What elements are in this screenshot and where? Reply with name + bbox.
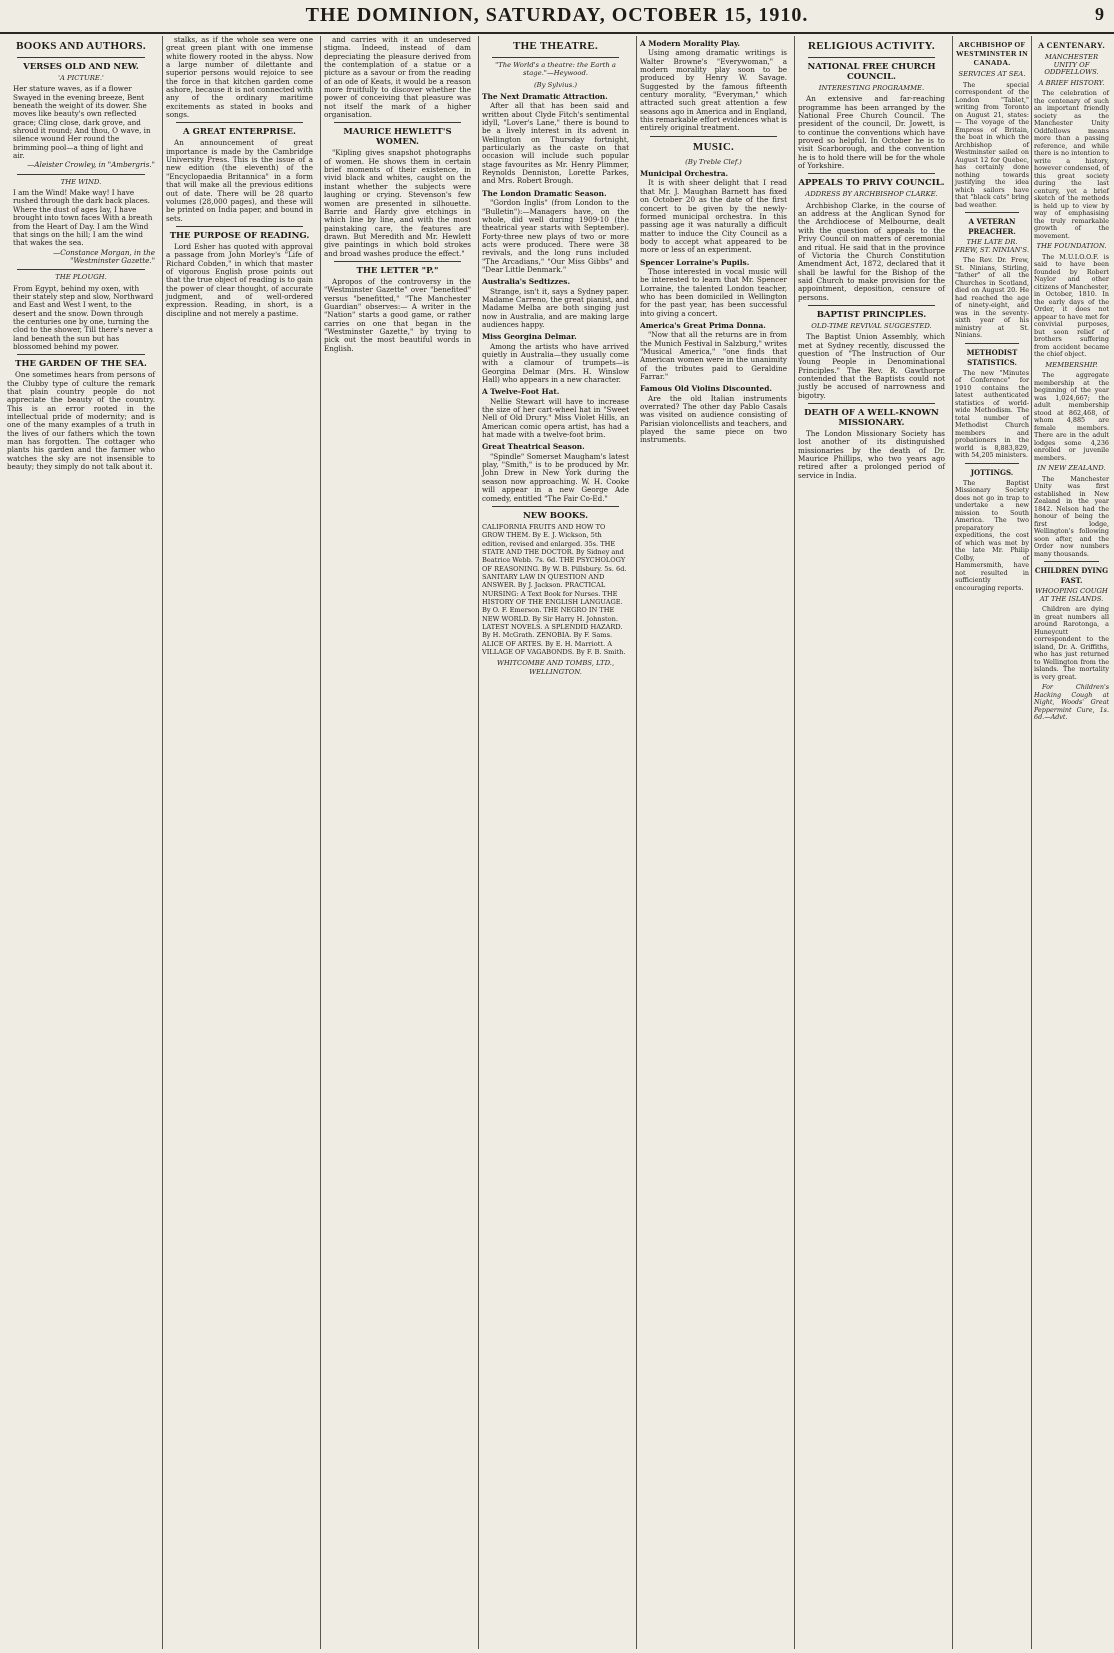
subheading-spencer-lorraine: Spencer Lorraine's Pupils.	[640, 257, 750, 267]
page-number: 9	[1095, 4, 1104, 24]
article-heading-hewlett: MAURICE HEWLETT'S WOMEN.	[343, 127, 452, 148]
body-georgina-delmar: Among the artists who have arrived quietly in Australia—they usually come with a clamour of trumpets—is Georgina Delmar (Mrs. H. Winslow Hall) who appears in a new character.	[482, 341, 629, 385]
new-books-heading: NEW BOOKS.	[522, 510, 589, 521]
article-subheading-baptist: OLD-TIME REVIVAL SUGGESTED.	[811, 321, 932, 330]
masthead	[0, 0, 1114, 34]
body-london-season: "Gordon Inglis" (from London to the "Bulletin"):—Managers have, on the whole, did well during 1909-10 (the theatrical year starts with September). Forty-three new plays of two or more acts were produced. There were 38 revivals, and the long runs included "The Arcadians," "Our Miss Gibbs" and "Dear Little Denmark."	[482, 198, 629, 274]
subheading-whooping-cough: WHOOPING COUGH AT THE ISLANDS.	[1035, 587, 1108, 603]
subheading-old-violins: Famous Old Violins Discounted.	[640, 384, 772, 394]
body-foundation: The M.U.I.O.O.F. is said to have been founded by Robert Naylor and other citizens of Manchester, in October, 1810. In the early days of the Order, it does not appear to have met for convivial purposes, but soon relief of brothers suffering from accident became the chief object.	[1034, 252, 1110, 358]
body-children-dying: Children are dying in great numbers all around Rarotonga, a Huneycutt correspondent to the island, Dr. A. Griffiths, who has just returned to Wellington from the islands. The mortality is very great.	[1034, 605, 1109, 681]
poem-plough: From Egypt, behind my oxen, with their stately step and slow, Northward and East and West I went, to the desert and the snow. Down through the centuries one by one, turning the clod to the shower, Till there's never a land beneath the sun but has blossomed behind my power.	[13, 283, 154, 351]
column-religious-activity	[794, 36, 948, 1649]
article-body-reading: Lord Esher has quoted with approval a passage from John Morley's "Life of Richard Cobden," in which that master of vigorous English prose points out that the true object of reading is to gain the power of clear thought, of accurate judgment, and of well-ordered expression. Reading, in short, is a discipline and not merely a pastime.	[166, 241, 313, 318]
body-sedtizzes: Strange, isn't it, says a Sydney paper. Madame Carreno, the great pianist, and Madame Melba are both singing just now in Australia, and are making large audiences happy.	[482, 286, 629, 329]
article-heading-free-church: NATIONAL FREE CHURCH COUNCIL.	[807, 62, 936, 82]
divider	[492, 506, 619, 507]
subheading-dr-frew: THE LATE DR. FREW, ST. NINIAN'S.	[955, 238, 1029, 254]
body-morality-play: Using among dramatic writings is Walter Browne's "Everywoman," a modern morality play soon to be produced by Henry W. Savage. Suggested by the famous fifteenth century morality, "Everyman," which attracted such great attention a few seasons ago in America and in England, this remarkable effort evidences what is entirely original treatment.	[640, 48, 787, 133]
poem-attribution: —Aleister Crowley, in "Ambergris."	[27, 160, 155, 170]
divider	[334, 122, 461, 123]
section-heading-books: BOOKS AND AUTHORS.	[16, 40, 146, 52]
subheading-london-season: The London Dramatic Season.	[482, 188, 607, 198]
divider	[650, 136, 777, 137]
divider	[17, 174, 145, 175]
article-body-baptist: The Baptist Union Assembly, which met at Sydney recently, discussed the question of "The Instruction of Our Young People in Denominational Principles." The Rev. R. Gawthorpe contended that the Baptists could not justly be accused of narrowness and bigotry.	[798, 332, 945, 400]
body-next-attraction: After all that has been said and written about Clyde Fitch's sentimental idyll, "Lover's Lane," there is bound to be a lively interest in its advent in Wellington on Thursday fortnight, particularly as the caste on that occasion will include such popular stage favourites as Mr. Henry Plimmer, Reynolds Denniston, Lorette Parkes, and Mrs. Robert Brough.	[482, 101, 629, 186]
heading-children-dying: CHILDREN DYING FAST.	[1034, 566, 1109, 585]
theatre-byline: (By Sylvius.)	[533, 80, 577, 89]
article-body-continued: stalks, as if the whole sea were one great green plant with one immense white flowery rooted in the abyss. Now a large number of dilettante and superior persons would rejoice to see the force in that kitchen garden come ashore, because it is not connected with any of the ordinary maritime excitements as stated in books and songs.	[166, 36, 313, 120]
subheading-membership: MEMBERSHIP.	[1045, 360, 1098, 369]
article-heading-letter-p: THE LETTER "P."	[356, 265, 439, 276]
article-heading-enterprise: A GREAT ENTERPRISE.	[183, 127, 296, 138]
article-body-privy-council: Archbishop Clarke, in the course of an address at the Anglican Synod for the Archdiocese of Melbourne, dealt with the question of appeals to the Privy Council on matters of ceremonial and ritual. He said that in the province of Victoria the Church Constitution Amendment Act, 1872, declared that it shall be lawful for the Bishop of the said Church to make provision for the appointment, deposition, censure of persons.	[798, 200, 945, 302]
poem-wind: I am the Wind! Make way! I have rushed through the dark back places. Where the dust of ages lay, I have brought into town faces With a breath from the Heart of Day. I am the Wind that sings on the hill; I am the wind that wakes the sea.	[13, 188, 153, 248]
body-brief-history: The celebration of the centenary of such an important friendly society as the Manchester Unity Oddfellows means more than a passing reference, and while there is no intention to write a history, however condensed, of this great society during the last century, yet a brief sketch of the methods is held up to view by way of emphasising the truly remarkable growth of the movement.	[1034, 89, 1109, 240]
subheading-sedtizzes: Australia's Sedtizzes.	[482, 277, 571, 287]
subheading-services-at-sea: SERVICES AT SEA.	[958, 70, 1026, 78]
heading-veteran-preacher: A VETERAN PREACHER.	[968, 217, 1016, 236]
columns	[4, 36, 1110, 1649]
subheading-municipal-orchestra: Municipal Orchestra.	[640, 169, 729, 179]
article-body-enterprise: An announcement of great importance is made by the Cambridge University Press. This is the issue of a new edition (the eleventh) of the "Encyclopaedia Britannica" in a form that will make all the previous editions out of date. There will be 28 quarto volumes (28,000 pages), and these will be printed on India paper, and bound in sets.	[166, 138, 313, 223]
article-heading-baptist: BAPTIST PRINCIPLES.	[816, 309, 927, 320]
divider	[965, 212, 1019, 213]
body-methodist-statistics: The new "Minutes of Conference" for 1910 contains the latest authenticated statistics of world-wide Methodism. The total number of Methodist Church members and probationers in the world is 8,883,829, with 54,205 ministers.	[955, 368, 1029, 459]
subcolumn-centenary	[1032, 36, 1110, 1649]
subheading-brief-history: A BRIEF HISTORY.	[1038, 78, 1105, 87]
column-books-and-authors	[4, 36, 158, 1649]
subheading-georgina-delmar: Miss Georgina Delmar.	[482, 332, 577, 342]
subheading-prima-donna: America's Great Prima Donna.	[640, 320, 766, 330]
body-services-at-sea: The special correspondent of the London "Tablet," writing from Toronto on August 21, states:— The voyage of the Empress of Britain, the boat in which the Archbishop of Westminster sailed on August 12 for Quebec, has certainly done nothing towards justifying the idea which sailors have that "black cats" bring bad weather.	[955, 80, 1029, 209]
column-westminster-and-centenary	[952, 36, 1110, 1649]
body-dr-frew: The Rev. Dr. Frew, St. Ninians, Stirling, "father" of all the Churches in Scotland, died on August 20. He had reached the age of ninety-eight, and was in the seventy-sixth year of his ministry at St. Ninians.	[955, 256, 1029, 339]
article-body-garden: One sometimes hears from persons of the Clubby type of culture the remark that plain country people do not appreciate the beauty of the country. This is an error rooted in the intellectual pride of modernity; and is one of the many examples of a truth in the lives of our fathers which the town man has forgotten. The cottager who plants his garden and the farmer who watches the sky are not insensible to beauty; they simply do not talk about it.	[7, 370, 155, 472]
article-subheading-free-church: INTERESTING PROGRAMME.	[818, 84, 925, 92]
article-heading-missionary-death: DEATH OF A WELL-KNOWN MISSIONARY.	[804, 408, 939, 428]
poem-picture: Her stature waves, as if a flower Swayed in the evening breeze, Bent beneath the weight of its dower. She moves like beauty's own reflected grace; Cling close, dark grove, and shroud it round; And thou, O wave, in silence wound Her round the brimming pool—a thing of light and air.	[13, 84, 151, 161]
column-two	[162, 36, 316, 1649]
divider	[808, 173, 935, 174]
new-books-list: CALIFORNIA FRUITS AND HOW TO GROW THEM. By E. J. Wickson, 5th edition, revised and enlarged. 35s. THE STATE AND THE DOCTOR. By Sidney and Beatrice Webb. 7s. 6d. THE PSYCHOLOGY OF REASONING. By W. B. Pillsbury. 5s. 6d. SANITARY LAW IN QUESTION AND ANSWER. By J. Jackson. PRACTICAL NURSING: A Text Book for Nurses. THE HISTORY OF THE ENGLISH LANGUAGE. By O. F. Emerson. THE NEGRO IN THE NEW WORLD. By Sir Harry H. Johnston. LATEST NOVELS. A SPLENDID HAZARD. By H. McGrath. ZENOBIA. By F. Sams. ALICE OF ARTES. By E. H. Marriott. A VILLAGE OF VAGABONDS. By F. B. Smith.	[482, 522, 627, 656]
subheading-next-attraction: The Next Dramatic Attraction.	[482, 92, 608, 102]
section-heading-centenary: A CENTENARY.	[1038, 40, 1105, 50]
body-new-zealand: The Manchester Unity was first established in New Zealand in the year 1842. Nelson had the honour of being the first lodge, Wellington's following soon after, and the Order now numbers many thousands.	[1034, 474, 1109, 558]
subheading-twelve-foot-hat: A Twelve-Foot Hat.	[482, 387, 560, 397]
poem-attribution: —Constance Morgan, in the "Westminster Gazette."	[53, 247, 155, 265]
divider	[492, 57, 619, 58]
article-body-hewlett: "Kipling gives snapshot photographs of women. He shows them in certain brief moments of their existence, in vivid black and whites, caught on the instant whether the subjects were laughing or crying. Stevenson's few women are presented in silhouette. Barrie and Hardy give etchings in which line by line, and with the most painstaking care, the features are drawn. But Meredith and Mr. Hewlett give paintings in which bold strokes and broad washes produce the effect."	[324, 148, 471, 258]
article-subheading-privy-council: ADDRESS BY ARCHBISHOP CLARKE.	[805, 190, 938, 199]
body-great-season: "Spindle" Somerset Maugham's latest play, "Smith," is to be produced by Mr. John Drew in New York during the season now approaching. W. H. Cooke will appear in a new George Ade comedy, entitled "The Fair Co-Ed."	[482, 451, 629, 503]
theatre-epigraph: "The World's a theatre: the Earth a stage."—Heywood.	[495, 61, 616, 78]
publisher-imprint: WHITCOMBE AND TOMBS, LTD., WELLINGTON.	[496, 659, 615, 676]
subheading-oddfellows: MANCHESTER UNITY OF ODDFELLOWS.	[1044, 53, 1099, 76]
article-body-continued: and carries with it an undeserved stigma. Indeed, instead of dam depreciating the pleasure derived from the contemplation of a statue or a picture as a savour or from the reading of an ode of Keats, it would be a reason more fruitfully to discover whether the power of conceiving that pleasure was not itself the mark of a higher organisation.	[324, 36, 471, 120]
column-three	[320, 36, 474, 1649]
section-heading-music: MUSIC.	[692, 140, 735, 153]
divider	[17, 354, 145, 355]
subheading-great-season: Great Theatrical Season.	[482, 442, 585, 452]
column-five	[636, 36, 790, 1649]
body-spencer-lorraine: Those interested in vocal music will be interested to learn that Mr. Spencer Lorraine, the talented London teacher, who has been domiciled in Wellington for the past year, has been successful into giving a concert.	[640, 266, 787, 318]
body-old-violins: Are the old Italian instruments overrated? The other day Pablo Casals was visited on audience consisting of Parisian violoncellists and teachers, and played the same piece on two instruments.	[640, 393, 787, 445]
subcolumn-westminster	[953, 36, 1032, 1649]
section-heading-theatre: THE THEATRE.	[512, 40, 599, 52]
article-body-letter-p: Apropos of the controversy in the "Westminster Gazette" over "benefited" versus "benefitted," "The Manchester Guardian" observes:— A writer in the "Nation" starts a good game, or rather carries on one that began in the "Westminster Gazette," by trying to pick out the most beautiful words in English.	[324, 276, 471, 353]
divider	[965, 343, 1019, 344]
article-heading-privy-council: APPEALS TO PRIVY COUNCIL.	[798, 178, 945, 189]
divider	[176, 226, 303, 227]
section-heading-westminster: ARCHBISHOP OF WESTMINSTER IN CANADA.	[956, 40, 1028, 67]
verses-heading: VERSES OLD AND NEW.	[23, 62, 139, 72]
divider	[17, 269, 145, 270]
poem-title-picture: 'A PICTURE.'	[58, 74, 104, 82]
divider	[808, 403, 935, 404]
music-byline: (By Treble Clef.)	[685, 157, 742, 166]
subheading-morality-play: A Modern Morality Play.	[640, 39, 740, 48]
body-membership: The aggregate membership at the beginning of the year was 1,024,667; the adult membership stood at 862,468, of whom 4,885 are female members. There are in the adult lodges some 4,236 enrolled or juvenile members.	[1034, 371, 1109, 462]
article-body-missionary-death: The London Missionary Society has lost another of its distinguished missionaries by the death of Dr. Maurice Phillips, who two years ago retired after a prolonged period of service in India.	[798, 429, 945, 480]
subheading-foundation: THE FOUNDATION.	[1036, 242, 1107, 250]
divider	[808, 305, 935, 306]
divider	[965, 463, 1019, 464]
section-heading-religious: RELIGIOUS ACTIVITY.	[808, 40, 935, 52]
heading-jottings: JOTTINGS.	[970, 467, 1014, 477]
divider	[334, 261, 461, 262]
divider	[17, 57, 145, 58]
divider	[1044, 561, 1099, 562]
body-municipal-orchestra: It is with sheer delight that I read that Mr. J. Maughan Barnett has fixed on October 20 as the date of the first concert to be given by the newly-formed municipal orchestra. In this passing age it was naturally a difficult matter to induce the City Council as a body to accept what appeared to be more or less of an experiment.	[640, 178, 787, 255]
article-body-free-church: An extensive and far-reaching programme has been arranged by the National Free Church Council. The president of the council, Dr. Jowett, is to continue the conventions which have proved so helpful. In October he is to visit Scarborough, and the convention he is to hold there will be for the whole of Yorkshire.	[798, 94, 945, 171]
article-heading-reading: THE PURPOSE OF READING.	[169, 230, 310, 241]
body-jottings: The Baptist Missionary Society does not go in trap to undertake a new mission to South America. The two preparatory expeditions, the cost of which was met by the late Mr. Philip Colby, of Hammersmith, have not resulted in sufficiently encouraging reports.	[955, 478, 1029, 592]
body-prima-donna: "Now that all the returns are in from the Munich Festival in Salzburg," writes "Musical America," "one finds that American women were in the unanimity of the tributes paid to Geraldine Farrar."	[640, 330, 787, 382]
subheading-new-zealand: IN NEW ZEALAND.	[1037, 464, 1106, 472]
column-theatre	[478, 36, 632, 1649]
advertisement-text: For Children's Hacking Cough at Night, Woods' Great Peppermint Cure, 1s. 6d.—Advt.	[1034, 683, 1109, 721]
poem-title-wind: THE WIND.	[60, 177, 102, 186]
heading-methodist-statistics: METHODIST STATISTICS.	[966, 347, 1018, 367]
divider	[808, 57, 935, 58]
body-twelve-foot-hat: Nellie Stewart will have to increase the size of her cart-wheel hat in "Sweet Nell of Old Drury." Miss Violet Hills, an American comic opera artist, has had a hat made with a twelve-foot brim.	[482, 396, 629, 440]
masthead-title: THE DOMINION, SATURDAY, OCTOBER 15, 1910.	[305, 4, 809, 26]
divider	[176, 122, 303, 123]
poem-title-plough: THE PLOUGH.	[55, 273, 107, 282]
article-heading-garden: THE GARDEN OF THE SEA.	[15, 359, 147, 370]
